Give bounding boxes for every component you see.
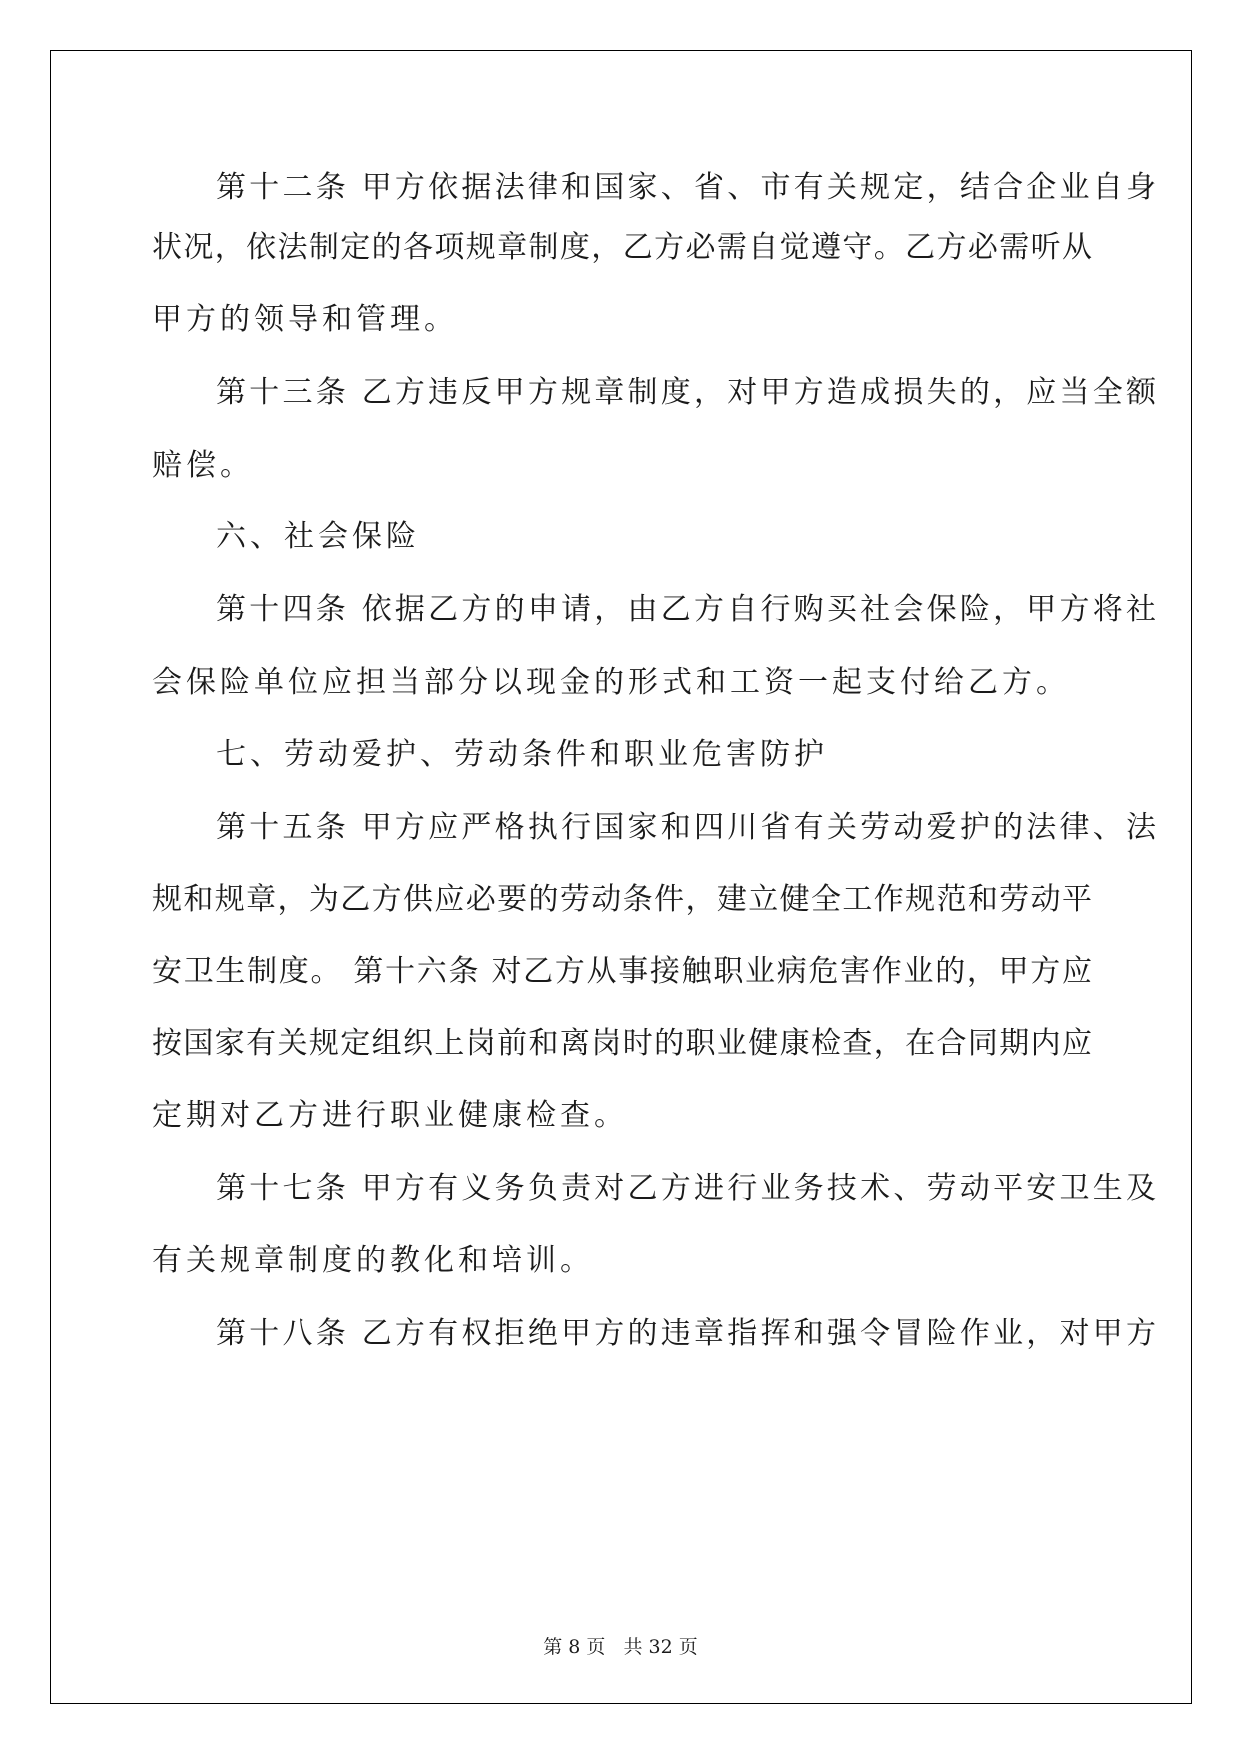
text-line: 第十三条 乙方违反甲方规章制度，对甲方造成损失的，应当全额: [216, 375, 1156, 410]
section-heading: 六、社会保险: [216, 519, 420, 554]
page-border: [50, 50, 1192, 1704]
text-line: 甲方的领导和管理。: [152, 302, 458, 337]
text-line: 第十八条 乙方有权拒绝甲方的违章指挥和强令冒险作业，对甲方: [216, 1316, 1156, 1351]
text-line: 规和规章，为乙方供应必要的劳动条件，建立健全工作规范和劳动平: [152, 882, 1092, 917]
page-footer: [0, 1632, 1241, 1659]
text-line: 赔偿。: [152, 448, 254, 483]
section-heading: 七、劳动爱护、劳动条件和职业危害防护: [216, 737, 828, 772]
text-line: 有关规章制度的教化和培训。: [152, 1243, 594, 1278]
page-total: 共 32 页: [623, 1636, 698, 1658]
text-line: 第十五条 甲方应严格执行国家和四川省有关劳动爱护的法律、法: [216, 810, 1156, 845]
page-number: 第 8 页: [543, 1636, 606, 1658]
text-line: 第十四条 依据乙方的申请，由乙方自行购买社会保险，甲方将社: [216, 592, 1156, 627]
text-line: 第十七条 甲方有义务负责对乙方进行业务技术、劳动平安卫生及: [216, 1171, 1156, 1206]
text-line: 定期对乙方进行职业健康检查。: [152, 1098, 628, 1133]
text-line: 安卫生制度。 第十六条 对乙方从事接触职业病危害作业的，甲方应: [152, 954, 1092, 989]
text-line: 状况，依法制定的各项规章制度，乙方必需自觉遵守。乙方必需听从: [152, 230, 1092, 265]
text-line: 按国家有关规定组织上岗前和离岗时的职业健康检查，在合同期内应: [152, 1026, 1092, 1061]
text-line: 会保险单位应担当部分以现金的形式和工资一起支付给乙方。: [152, 665, 1070, 700]
text-line: 第十二条 甲方依据法律和国家、省、市有关规定，结合企业自身: [216, 170, 1156, 205]
